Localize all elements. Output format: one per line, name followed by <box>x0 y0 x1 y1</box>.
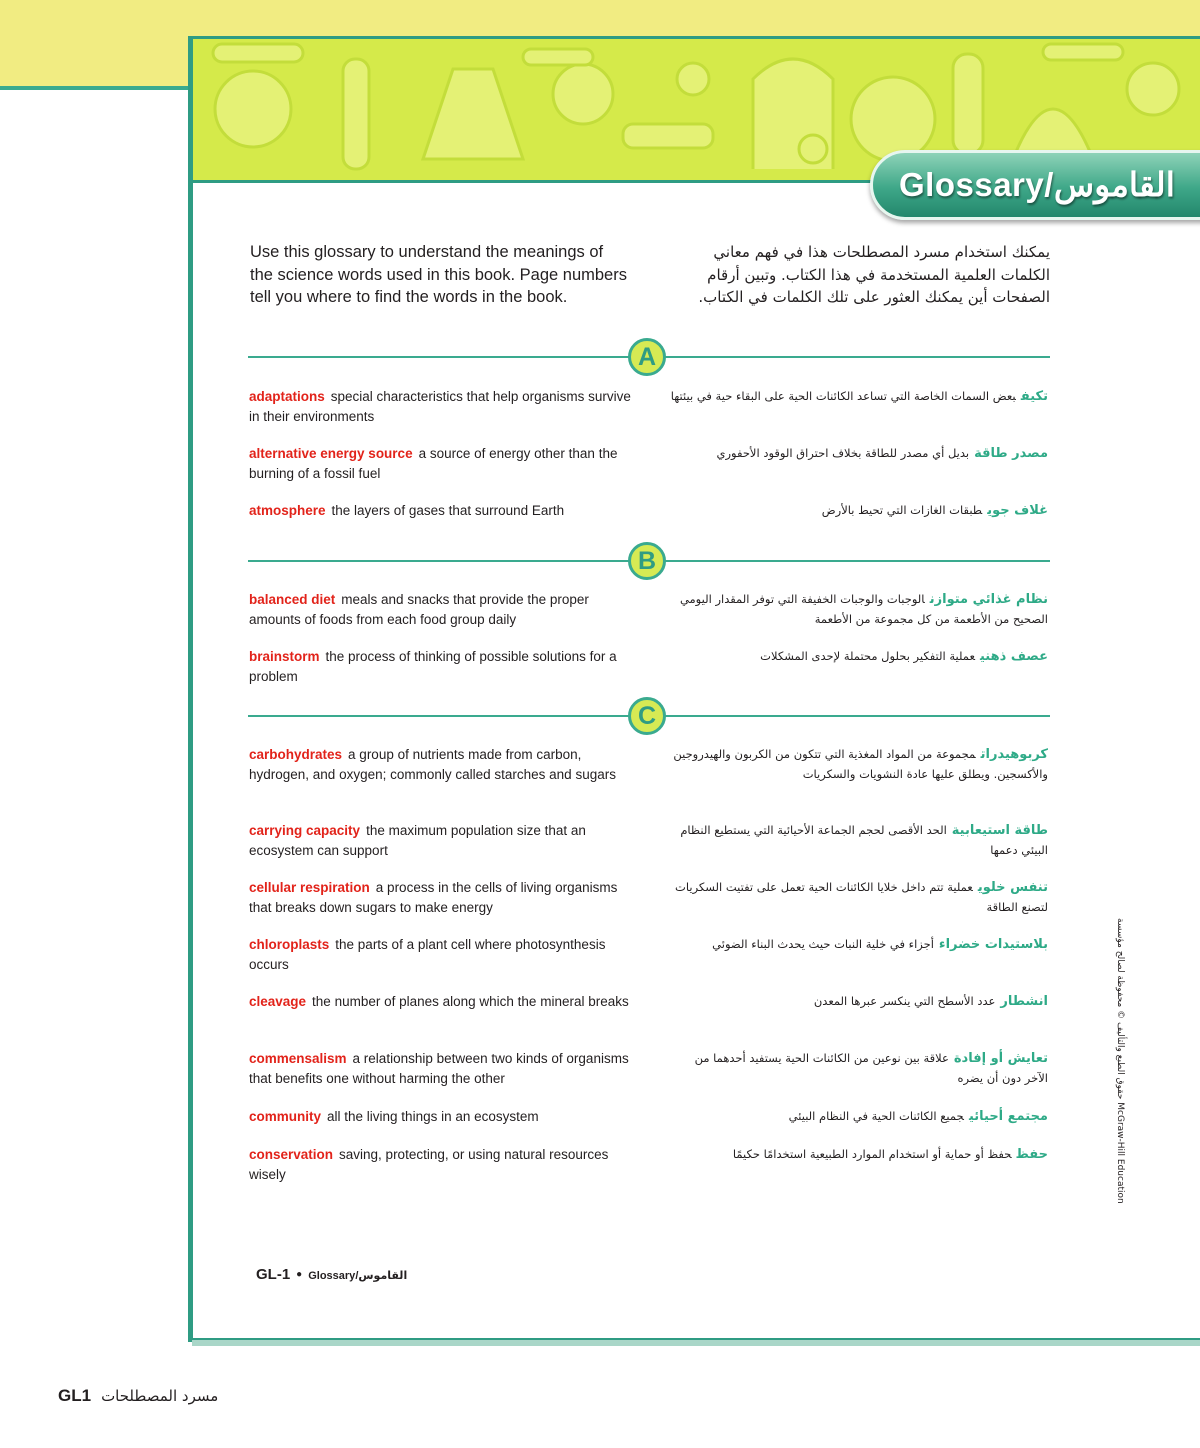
glossary-definition: saving, protecting, or using natural resources wisely <box>249 1147 609 1182</box>
glossary-entry <box>249 647 634 686</box>
footer-label-arabic: القاموس <box>358 1269 408 1282</box>
intro-arabic: يمكنك استخدام مسرد المصطلحات هذا في فهم معاني الكلمات العلمية المستخدمة في هذا الكتاب. وتبين أرقام الصفحات أين يمكنك العثور على تلك الكلمات في الكتاب. <box>698 243 1050 306</box>
glossary-entry <box>249 878 634 917</box>
page-title: Glossary/القاموس <box>899 166 1175 203</box>
glossary-entry-arabic <box>668 1145 1048 1165</box>
glossary-term: carrying capacity <box>249 823 361 838</box>
glossary-entry <box>249 387 634 426</box>
glossary-term-arabic: كربوهيدرات <box>980 747 1048 762</box>
glossary-definition-arabic: جميع الكائنات الحية في النظام البيئي <box>788 1109 964 1123</box>
glossary-term-arabic: انشطار <box>1000 994 1048 1009</box>
glossary-entry-arabic <box>668 935 1048 955</box>
glossary-term-arabic: مصدر طاقة <box>974 446 1048 461</box>
glossary-entry-arabic <box>668 1049 1048 1088</box>
glossary-entry-arabic <box>668 1107 1048 1127</box>
glossary-entry-arabic <box>668 745 1048 784</box>
glossary-entry <box>249 745 634 784</box>
glossary-entry-arabic <box>668 878 1048 917</box>
glossary-term-arabic: حفظ <box>1016 1147 1048 1162</box>
copyright-credit <box>1113 918 1125 1218</box>
glossary-entry-arabic <box>668 992 1048 1012</box>
glossary-definition: all the living things in an ecosystem <box>327 1109 539 1124</box>
glossary-term: brainstorm <box>249 649 320 664</box>
glossary-term: community <box>249 1109 322 1124</box>
glossary-definition: the maximum population size that an ecosystem can support <box>249 823 586 858</box>
glossary-definition-arabic: بعض السمات الخاصة التي تساعد الكائنات الحية على البقاء حية في بيئتها <box>670 389 1016 403</box>
glossary-term-arabic: طاقة استيعابية <box>951 823 1048 838</box>
glossary-definition: a group of nutrients made from carbon, hydrogen, and oxygen; commonly called starches and sugars <box>249 747 616 782</box>
glossary-definition-arabic: الحد الأقصى لحجم الجماعة الأحيائية التي يستطيع النظام البيئي دعمها <box>680 823 1048 857</box>
glossary-entry <box>249 501 634 521</box>
page-footer: GL-1 ● Glossary/القاموس <box>256 1266 408 1283</box>
glossary-definition: a source of energy other than the burning of a fossil fuel <box>249 446 618 481</box>
glossary-term-arabic: غلاف جوي <box>987 503 1048 518</box>
glossary-term-arabic: مجتمع أحيائي <box>968 1109 1048 1124</box>
glossary-entry <box>249 935 634 974</box>
glossary-entry-arabic <box>668 821 1048 860</box>
glossary-definition: the number of planes along which the mineral breaks <box>312 994 629 1009</box>
glossary-entry <box>249 992 634 1012</box>
glossary-term-arabic: بلاستيدات خضراء <box>938 937 1048 952</box>
glossary-definition: a relationship between two kinds of organisms that benefits one without harming the other <box>249 1051 629 1086</box>
glossary-definition-arabic: عدد الأسطح التي ينكسر عبرها المعدن <box>813 994 996 1008</box>
glossary-term-arabic: تعايش أو إفادة <box>953 1051 1048 1066</box>
glossary-term-arabic: نظام غذائي متوازن <box>929 592 1048 607</box>
glossary-entry-arabic <box>668 501 1048 521</box>
glossary-definition: the parts of a plant cell where photosynthesis occurs <box>249 937 606 972</box>
glossary-definition-arabic: أجزاء في خلية النبات حيث يحدث البناء الضوئي <box>712 937 934 951</box>
glossary-term: adaptations <box>249 389 325 404</box>
glossary-term-arabic: تنفس خلوي <box>977 880 1048 895</box>
glossary-entry <box>249 821 634 860</box>
glossary-definition: meals and snacks that provide the proper amounts of foods from each food group daily <box>249 592 589 627</box>
glossary-entry-arabic <box>668 647 1048 667</box>
glossary-term: cellular respiration <box>249 880 370 895</box>
glossary-term-arabic: عصف ذهني <box>980 649 1048 664</box>
section-letter-a: A <box>628 338 666 376</box>
glossary-term: chloroplasts <box>249 937 330 952</box>
footer-bullet: ● <box>296 1269 303 1280</box>
glossary-definition-arabic: مجموعة من المواد المغذية التي تتكون من الكربون والهيدروجين والأكسجين. ويطلق عليها عادة النشويات والسكريات <box>673 747 1048 781</box>
glossary-definition-arabic: حفظ أو حماية أو استخدام الموارد الطبيعية استخدامًا حكيمًا <box>732 1147 1012 1161</box>
copyright-text: حقوق الطبع والتأليف © محفوظة لصالح مؤسسة McGraw-Hill Education <box>1115 918 1125 1204</box>
glossary-term: carbohydrates <box>249 747 343 762</box>
glossary-entry <box>249 1049 634 1088</box>
footer-label: Glossary <box>308 1270 356 1282</box>
glossary-term: commensalism <box>249 1051 347 1066</box>
section-letter-c: C <box>628 697 666 735</box>
glossary-definition: a process in the cells of living organisms that breaks down sugars to make energy <box>249 880 618 915</box>
glossary-entry <box>249 444 634 483</box>
glossary-term: balanced diet <box>249 592 336 607</box>
glossary-definition: the process of thinking of possible solutions for a problem <box>249 649 617 684</box>
bottom-page-number: GL1 <box>58 1386 92 1405</box>
section-letter-b: B <box>628 542 666 580</box>
glossary-title-tab <box>870 150 1200 220</box>
glossary-definition-arabic: الوجبات والوجبات الخفيفة التي توفر المقدار اليومي الصحيح من الأطعمة من كل مجموعة من الأطعمة <box>679 592 1048 626</box>
glossary-definition-arabic: عملية تتم داخل خلايا الكائنات الحية تعمل على تفتيت السكريات لتصنع الطاقة <box>675 880 1048 914</box>
glossary-term: conservation <box>249 1147 334 1162</box>
left-rule <box>0 86 192 90</box>
glossary-definition-arabic: بديل أي مصدر للطاقة بخلاف احتراق الوقود الأحفوري <box>716 446 970 460</box>
glossary-entry <box>249 1107 634 1127</box>
glossary-term: cleavage <box>249 994 307 1009</box>
glossary-definition-arabic: علاقة بين نوعين من الكائنات الحية يستفيد أحدهما من الآخر دون أن يضره <box>694 1051 1048 1085</box>
glossary-definition: the layers of gases that surround Earth <box>331 503 565 518</box>
page-shadow <box>192 1340 1200 1346</box>
bottom-page-label <box>58 1386 218 1406</box>
glossary-entry <box>249 1145 634 1184</box>
glossary-entry-arabic <box>668 590 1048 629</box>
glossary-term: atmosphere <box>249 503 326 518</box>
glossary-term: alternative energy source <box>249 446 413 461</box>
glossary-definition-arabic: طبقات الغازات التي تحيط بالأرض <box>821 503 983 517</box>
glossary-definition: special characteristics that help organisms survive in their environments <box>249 389 631 424</box>
glossary-entry-arabic <box>668 444 1048 464</box>
intro-english: Use this glossary to understand the meanings of the science words used in this book. Page numbers tell you where to find the words in the book. <box>250 243 627 306</box>
bottom-label-arabic: مسرد المصطلحات <box>101 1387 219 1405</box>
glossary-term-arabic: تكيف <box>1020 389 1048 404</box>
glossary-definition-arabic: عملية التفكير بحلول محتملة لإحدى المشكلات <box>760 649 975 663</box>
glossary-entry-arabic <box>668 387 1048 407</box>
glossary-entry <box>249 590 634 629</box>
footer-page-number: GL-1 <box>256 1266 291 1283</box>
